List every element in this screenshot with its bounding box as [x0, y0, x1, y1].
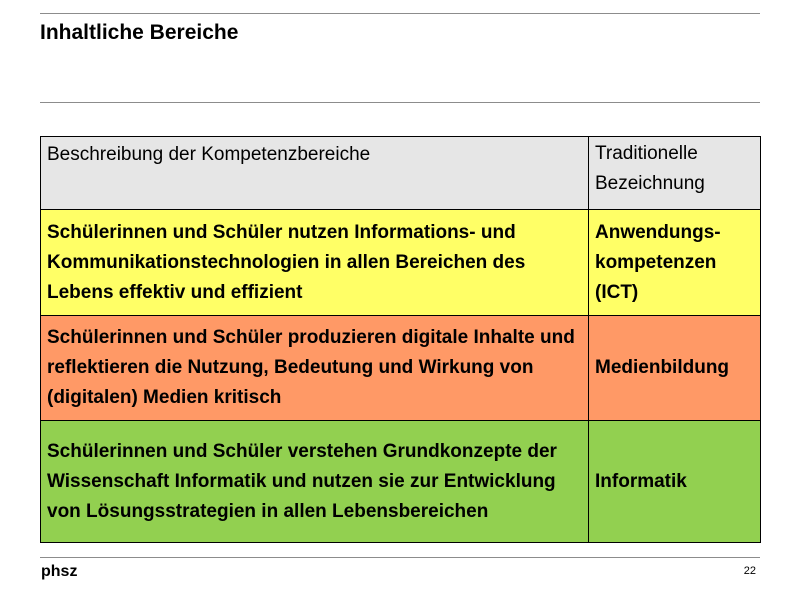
title-divider — [40, 102, 760, 103]
slide-title: Inhaltliche Bereiche — [40, 21, 239, 44]
header-description-cell: Beschreibung der Kompetenzbereiche — [41, 137, 589, 210]
table-header-row — [41, 137, 761, 210]
competence-table — [40, 136, 761, 543]
top-divider — [40, 13, 760, 14]
description-cell: Schülerinnen und Schüler nutzen Informations- und Kommunikationstechnologien in allen Bereichen des Lebens effektiv und effizient — [41, 210, 589, 316]
page-number: 22 — [743, 565, 756, 577]
table-row — [41, 421, 761, 543]
traditional-cell: Anwendungs-kompetenzen (ICT) — [589, 210, 761, 316]
traditional-cell: Medienbildung — [589, 316, 761, 421]
table-row — [41, 210, 761, 316]
header-traditional-cell: Traditionelle Bezeichnung — [589, 137, 761, 210]
description-cell: Schülerinnen und Schüler produzieren digitale Inhalte und reflektieren die Nutzung, Bedeutung und Wirkung von (digitalen) Medien kritisch — [41, 316, 589, 421]
traditional-cell: Informatik — [589, 421, 761, 543]
table-row — [41, 316, 761, 421]
brand-logo-text: phsz — [41, 563, 78, 580]
description-cell: Schülerinnen und Schüler verstehen Grundkonzepte der Wissenschaft Informatik und nutzen sie zur Entwicklung von Lösungsstrategien in allen Lebensbereichen — [41, 421, 589, 543]
footer-divider — [40, 557, 760, 558]
